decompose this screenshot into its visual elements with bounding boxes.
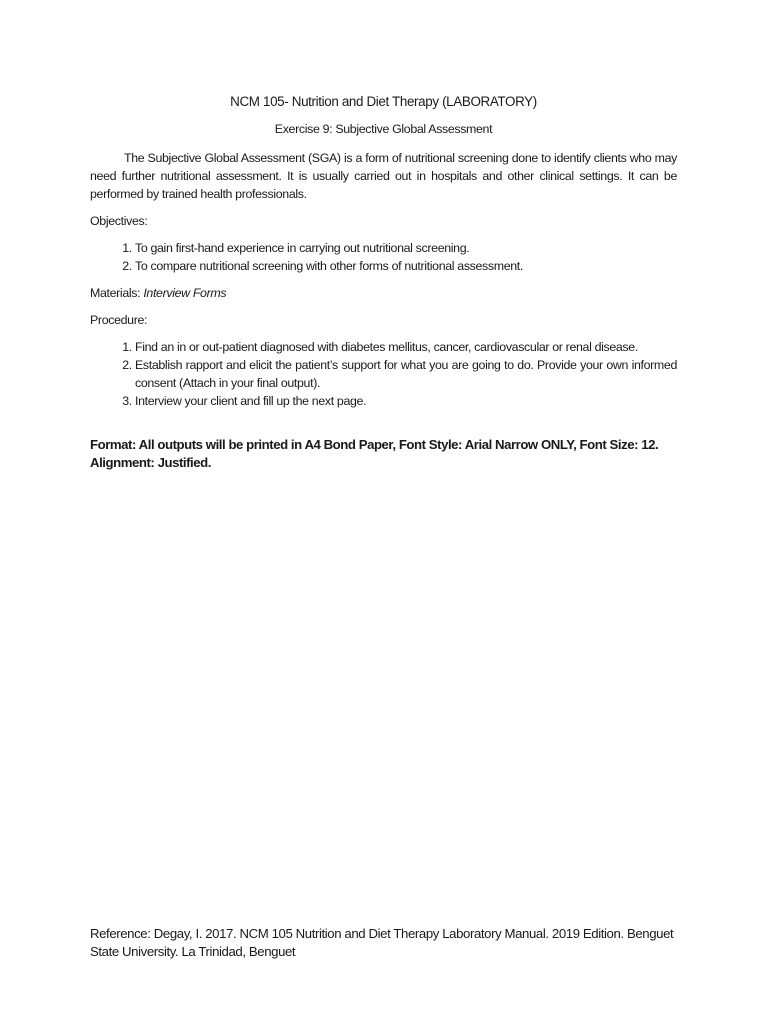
- document-title: NCM 105- Nutrition and Diet Therapy (LABORATORY): [230, 94, 537, 109]
- format-note: Format: All outputs will be printed in A4 Bond Paper, Font Style: Arial Narrow ONLY, Font Size: 12. Alignment: Justified.: [90, 437, 659, 470]
- objectives-label: Objectives:: [90, 214, 148, 228]
- objectives-list: [90, 239, 677, 275]
- materials-label: Materials:: [90, 286, 141, 300]
- materials-line: [90, 284, 677, 302]
- materials-value: Interview Forms: [143, 286, 227, 300]
- list-item: 1. Find an in or out-patient diagnosed with diabetes mellitus, cancer, cardiovascular or renal disease.: [135, 338, 677, 356]
- intro-paragraph: The Subjective Global Assessment (SGA) is a form of nutritional screening done to identify clients who may need further nutritional assessment. It is usually carried out in hospitals and other clinical settings. It can be performed by trained health professionals.: [90, 151, 677, 201]
- document-subtitle: Exercise 9: Subjective Global Assessment: [274, 122, 493, 136]
- procedure-label: Procedure:: [90, 313, 148, 327]
- list-item: 2. Establish rapport and elicit the patient’s support for what you are going to do. Provide your own informed consent (Attach in your final output).: [135, 356, 677, 392]
- list-item: 1. To gain first-hand experience in carrying out nutritional screening.: [135, 239, 677, 257]
- document-body: [90, 93, 677, 472]
- reference-note: Reference: Degay, I. 2017. NCM 105 Nutrition and Diet Therapy Laboratory Manual. 2019 Edition. Benguet State University. La Trinidad, Benguet: [90, 926, 674, 959]
- list-item: 2. To compare nutritional screening with other forms of nutritional assessment.: [135, 257, 677, 275]
- procedure-list: [90, 338, 677, 410]
- list-item: 3. Interview your client and fill up the next page.: [135, 392, 677, 410]
